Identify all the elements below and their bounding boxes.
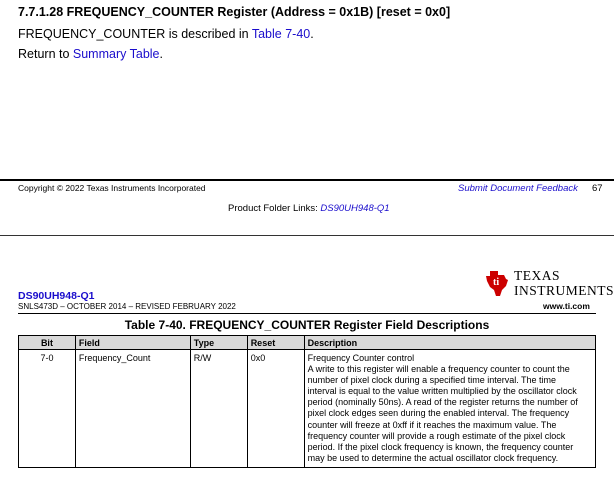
col-header-field: Field [75,336,190,350]
logo-texas: TEXAS [514,268,560,283]
cell-field: Frequency_Count [75,350,190,468]
submit-feedback-link[interactable]: Submit Document Feedback [458,183,578,194]
page-number: 67 [592,183,603,194]
summary-table-link[interactable]: Summary Table [72,47,160,61]
col-header-bit: Bit [19,336,76,350]
cell-bit: 7-0 [19,350,76,468]
col-header-description: Description [304,336,595,350]
described-in-line [18,27,314,41]
cell-reset: 0x0 [247,350,304,468]
described-prefix: FREQUENCY_COUNTER is described in [18,27,252,41]
return-suffix: . [159,47,163,61]
cell-description [304,350,595,468]
header-doc-revision: SNLS473D – OCTOBER 2014 – REVISED FEBRUARY 2022 [18,302,236,311]
col-header-type: Type [190,336,247,350]
table-title: Table 7-40. FREQUENCY_COUNTER Register Field Descriptions [124,318,490,332]
return-line [18,47,163,61]
col-header-reset: Reset [247,336,304,350]
product-folder-links [228,203,390,214]
register-field-table [18,335,596,468]
product-folder-prefix: Product Folder Links: [228,203,321,214]
page-break-rule [0,235,614,236]
description-title: Frequency Counter control [307,353,415,363]
copyright-text: Copyright © 2022 Texas Instruments Incorporated [18,183,206,193]
ti-logo [484,266,614,302]
header-part-number[interactable]: DS90UH948-Q1 [18,290,95,302]
product-folder-part-link[interactable]: DS90UH948-Q1 [320,203,390,214]
section-title: 7.7.1.28 FREQUENCY_COUNTER Register (Address = 0x1B) [reset = 0x0] [18,5,451,19]
table-row [19,350,596,468]
header-rule [18,313,596,314]
cell-type: R/W [190,350,247,468]
return-prefix: Return to [18,47,73,61]
svg-text:ti: ti [493,277,500,288]
logo-instruments: INSTRUMENTS [514,283,614,298]
description-body: A write to this register will enable a frequency counter to count the number of pixel clock during a specified time interval. The time interval is equal to the value written multiplied by the oscillator clock period (nominally 50ns). A read of the register returns the number of pixel clock edges seen during the enabled interval. The frequency counter will freeze at 0xff if it reaches the maximum value. The frequency counter will provide a rough estimate of the pixel clock period. If the pixel clock frequency is known, the frequency counter may be used to determine the actual oscillator clock frequency. [307,364,578,463]
ti-bug-logo-icon [484,268,510,298]
website-text: www.ti.com [543,301,590,311]
footer-rule [0,179,614,181]
table-7-40-link[interactable]: Table 7-40 [251,27,311,41]
table-header-row [19,336,596,350]
described-suffix: . [310,27,314,41]
